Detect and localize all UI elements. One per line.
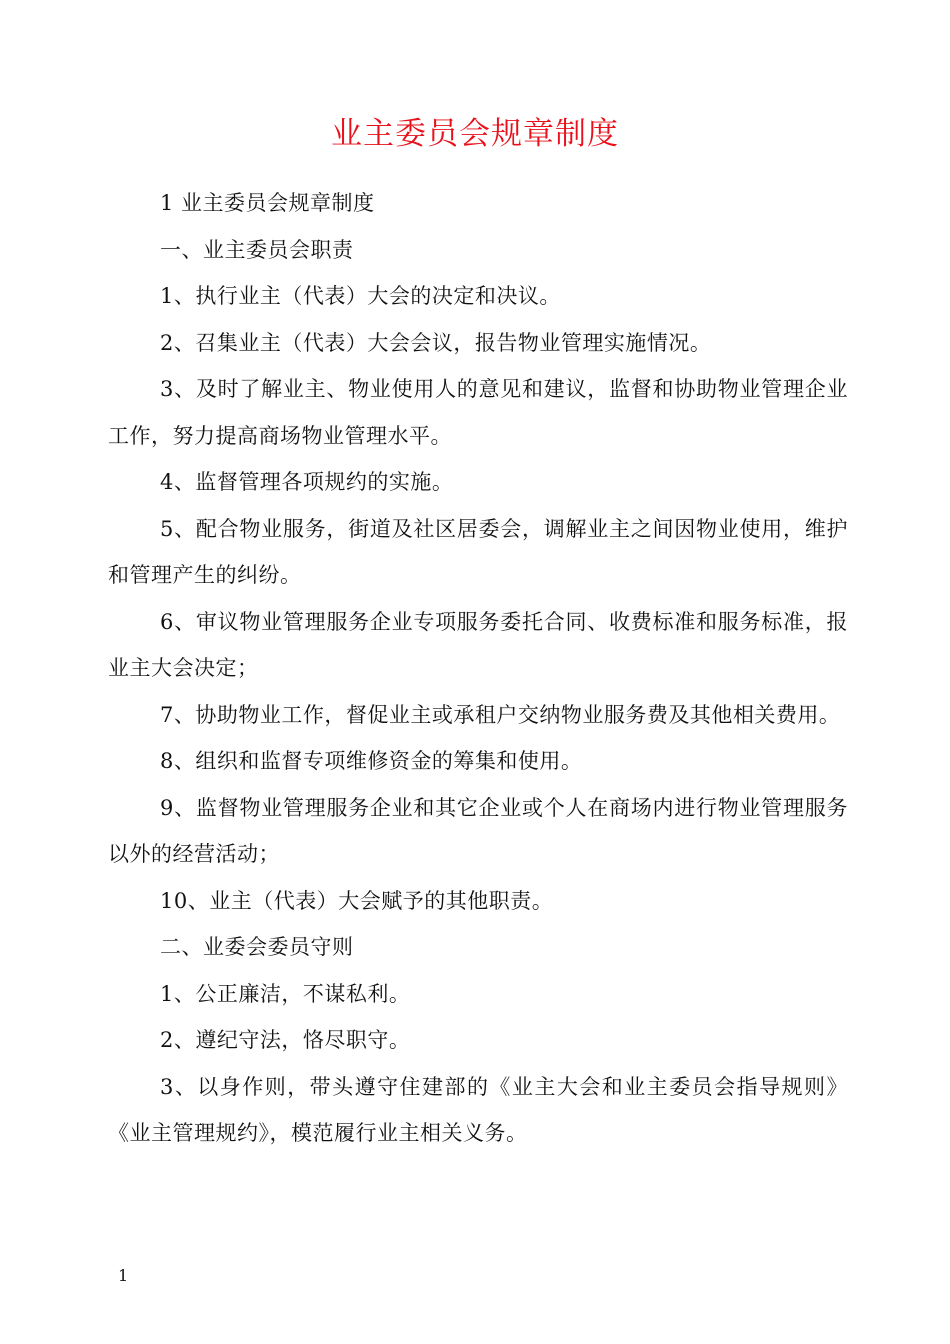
paragraph-duty-8: 8、组织和监督专项维修资金的筹集和使用。 [160, 749, 583, 773]
paragraph-duty-3: 3、及时了解业主、物业使用人的意见和建议，监督和协助物业管理企业工作，努力提高商场物业管理水平。 [108, 377, 848, 448]
document-title: 业主委员会规章制度 [331, 116, 619, 152]
paragraph-duty-2: 2、召集业主（代表）大会会议，报告物业管理实施情况。 [160, 330, 712, 355]
page-number: 1 [118, 1266, 129, 1285]
paragraph-section-heading: 1 业主委员会规章制度 [160, 191, 375, 215]
paragraph-duty-1: 1、执行业主（代表）大会的决定和决议。 [160, 284, 561, 308]
paragraph-duty-4: 4、监督管理各项规约的实施。 [160, 470, 454, 494]
paragraph-rule-1: 1、公正廉洁，不谋私利。 [160, 981, 411, 1006]
paragraph-duty-7: 7、协助物业工作，督促业主或承租户交纳物业服务费及其他相关费用。 [160, 702, 841, 727]
paragraph-rule-2: 2、遵纪守法，恪尽职守。 [160, 1028, 411, 1052]
paragraph-rule-3: 3、以身作则，带头遵守住建部的《业主大会和业主委员会指导规则》《业主管理规约》，模范履行业主相关义务。 [108, 1074, 848, 1145]
document-body [108, 180, 848, 1157]
paragraph-committee-duties-heading: 一、业主委员会职责 [160, 237, 354, 262]
paragraph-duty-5: 5、配合物业服务，街道及社区居委会，调解业主之间因物业使用，维护和管理产生的纠纷。 [108, 516, 848, 587]
paragraph-duty-6: 6、审议物业管理服务企业专项服务委托合同、收费标准和服务标准，报业主大会决定； [108, 609, 848, 680]
paragraph-member-rules-heading: 二、业委会委员守则 [160, 935, 354, 959]
paragraph-duty-9: 9、监督物业管理服务企业和其它企业或个人在商场内进行物业管理服务以外的经营活动； [108, 795, 848, 866]
paragraph-duty-10: 10、业主（代表）大会赋予的其他职责。 [160, 888, 554, 913]
